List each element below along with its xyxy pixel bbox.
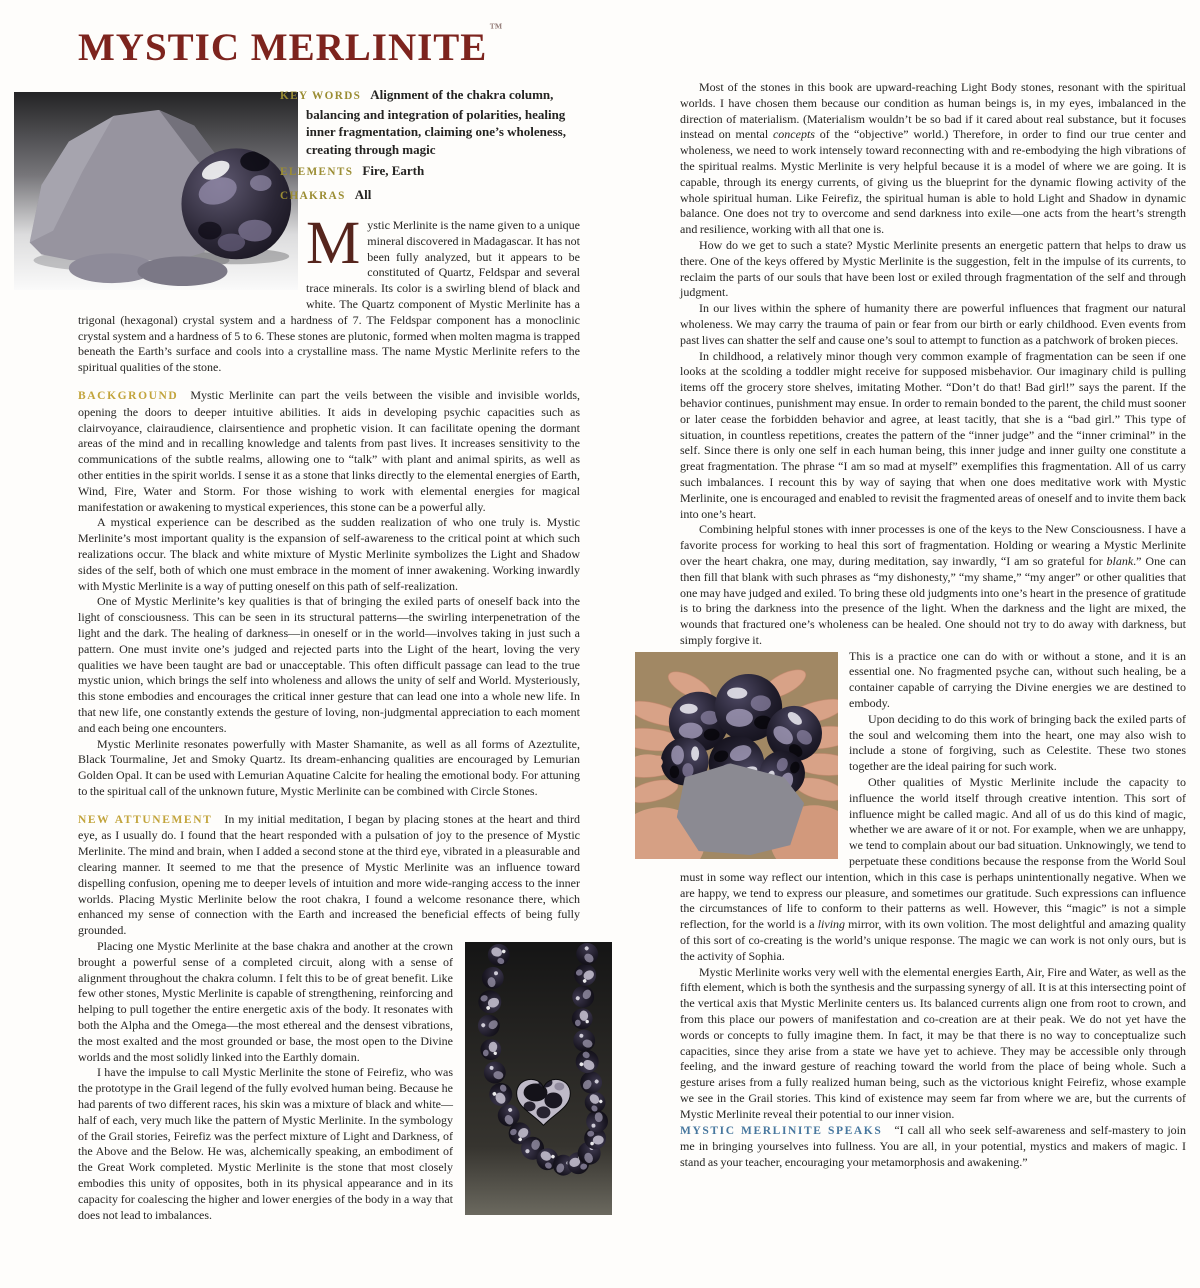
- left-column: [78, 84, 580, 1223]
- background-section-start: [78, 388, 580, 515]
- right-p7: Other qualities of Mystic Merlinite include the capacity to influence the world itself through creative intention. This sort of influence might be called magic. And all of us do this kind of magic, whether we are aware of it or not. For example, when we are unhappy, we tend to complain about our bad situation. Unknowingly, we tend to perpetuate these conditions because the response from the World Soul must in some way reflect our intention, which in this case is perhaps unintentionally negative. When we are happy, we tend to express our pleasure, and sometimes our gratitude. Such expressions can influence the circumstances of life to conform to their patterns as well. However, this “magic” is not a simple reflection, for the world is a living mirror, with its own volition. The most delightful and amazing quality of this sort of co-creating is the world’s unique response. The magic we can work is not only ours, but is the activity of Sophia.: [680, 775, 1186, 963]
- specimen-photo: [14, 92, 298, 290]
- trademark-symbol: ™: [489, 20, 503, 35]
- background-p3: One of Mystic Merlinite’s key qualities is that of bringing the exiled parts of oneself back into the light of consciousness. This can be seen in its structural patterns—the swirling interpenetration of the light and the dark. The healing of darkness—in oneself or in the world—involves taking in just such a pattern. One must invite one’s judged and rejected parts into the Light of the heart, loving the very qualities we have been taught are bad or unacceptable. This often difficult passage can lead to the true mystic union, which brings the self into wholeness and allows the unity of self and World. Mysteriously, this stone embodies and encourages the critical inner gesture that can lead one into a whole new life. In that new life, one constantly extends the gesture of loving, non-judgmental appreciation to each moment and each being one encounters.: [78, 594, 580, 735]
- right-column: [680, 80, 1186, 1171]
- right-p8: Mystic Merlinite works very well with the elemental energies Earth, Air, Fire and Water, as well as the fifth element, which is both the synthesis and the surpassing synergy of all. It is at this intersecting point of the vertical axis that Mystic Merlinite centers us. Its balanced currents align one from root to crown, and from this place our powers of manifestation and co-creation are at their peak. We do not yet have the words or concepts to fully imagine them. In fact, it may be that there is no way to conceptualize such capacities, since they arise from a state we have yet to achieve. They may be accessible only through feeling, and the inward gesture of reaching toward the world from the place of being whole. Such a gesture arises from a fully realized human being, such as the victorious knight Feirefiz, whose example we see in the Grail stories. This kind of existence may seem far from where we are, but the currents of Mystic Merlinite reveal their potential to our inner vision.: [680, 964, 1186, 1121]
- page-title: [78, 20, 502, 70]
- key-words-label: KEY WORDS: [280, 90, 362, 102]
- right-p5: Combining helpful stones with inner processes is one of the keys to the New Consciousness. I have a favorite process for working to heal this sort of fragmentation. Holding or wearing a Mystic Merlinite over the heart chakra, one may, during meditation, say inwardly, “I am so grateful for blank.” One can then fill that blank with such phrases as “my dishonesty,” “my shame,” “my anger” or other qualities that one may have judged and exiled. To bring these old judgments into one’s heart in the presence of gratitude is to bring the darkness into the presence of the light. When the darkness and the light are mixed, the wounds that fractured one’s wholeness can be healed. One should not try to do away with darkness, but simply forgive it.: [680, 522, 1186, 647]
- page-title-text: MYSTIC MERLINITE: [78, 26, 488, 69]
- right-p1: Most of the stones in this book are upward-reaching Light Body stones, resonant with the spiritual worlds. I have chosen them because our condition as human beings is, in my eyes, imbalanced in the direction of materialism. (Materialism wouldn’t be so bad if it cared about real substance, but it focuses instead on mental concepts of the “objective” world.) Therefore, in order to find our true center and wholeness, we need to work intensely toward reconnecting with and re-embodying the high vibrations of the spiritual realms. Mystic Merlinite is very helpful because it is a model of where we are going. It is capable, through its energy currents, of giving us the blueprint for the dynamic flowing activity of the whole spiritual human. Like Feirefiz, the spiritual human is able to hold Light and Shadow in dynamic balance. One does not try to overcome and send darkness into exile—one acts from the heart’s strength and resilience, working with all that one is.: [680, 80, 1187, 237]
- intro-text: ystic Merlinite is the name given to a unique mineral discovered in Madagascar. It has not been fully analyzed, but it appears to be constituted of Quartz, Feldspar and several trace minerals. Its color is a swirling blend of black and white. The Quartz component of Mystic Merlinite has a trigonal (hexagonal) crystal system and a hardness of 7. The Feldspar component has a monoclinic crystal system and a hardness of 5 to 6. These stones are plutonic, formed when molten magma is trapped beneath the Earth’s surface and cools into a crystalline mass. The name Mystic Merlinite refers to the spiritual qualities of the stone.: [78, 218, 580, 375]
- background-label: BACKGROUND: [78, 389, 179, 402]
- hands-photo: [635, 652, 838, 859]
- right-p4: In childhood, a relatively minor though very common example of fragmentation can be seen if one looks at the scolding a toddler might receive for supposed misbehavior. Our imaginary child is pulling items off the grocery store shelves, imitating Mother. “Don’t do that! Bad girl!” says the parent. If the behavior continues, punishment may ensue. In order to remain bonded to the parent, the child must sooner or later cease the forbidden behavior and agree, at least tacitly, that she is a “bad girl.” This type of situation, in countless repetitions, creates the pattern of the “inner judge” and the “inner criminal” in the self. Since there is only one self in each human being, this inner judge and inner guilty one constitute a great fragmentation. The phrase “I am so mad at myself” exemplifies this fragmentation. All of us carry such imbalances. I recount this by way of saying that when one does meditative work with Mystic Merlinite, one is encouraged and enabled to revisit the fragmented areas of oneself and to invite them back into one’s heart.: [680, 348, 1186, 521]
- background-p4: Mystic Merlinite resonates powerfully with Master Shamanite, as well as all forms of Azeztulite, Black Tourmaline, Jet and Smoky Quartz. Its dream-enhancing qualities are encouraged by Lemurian Golden Opal. It can be used with Lemurian Aquatine Calcite for healing the emotional body. For attuning to the spiritual call of the unknown future, Mystic Merlinite can be combined with Circle Stones.: [78, 736, 580, 798]
- new-attunement-label: NEW ATTUNEMENT: [78, 813, 213, 826]
- new-attunement-section-start: [78, 812, 580, 939]
- background-p1: Mystic Merlinite can part the veils between the visible and invisible worlds, opening the doors to deeper intuitive abilities. It aids in developing psychic capacities such as clairvoyance, clairaudience, clairsentience and prophetic vision. It can facilitate opening the dormant areas of the mind and in recalling knowledge and talents from past lives. It increases sensitivity to the communications of the subtle realms, allowing one to “talk” with plant and animal spirits, as well as other entities in the spirit worlds. I sense it as a stone that links directly to the elemental energies of Earth, Wind, Fire, Water and Storm. For those wishing to work with elemental energies for magical manifestation or awakening to mystical experiences, this stone can be a powerful ally.: [78, 387, 580, 514]
- speaks-paragraph: [680, 1123, 1186, 1171]
- new-attunement-p1: In my initial meditation, I began by placing stones at the heart and third eye, as I usually do. I found that the heart responded with a pulsation of joy to the presence of Mystic Merlinite. The mind and brain, when I added a second stone at the third eye, vibrated in a pleasurable and clearing manner. It seemed to me that the presence of Mystic Merlinite was an influence toward dispelling confusion, opening me to deeper levels of intuition and more wide-ranging access to the inner worlds. Placing Mystic Merlinite below the root chakra, I found a welcome resonance there, which enhanced my sense of connection with the Earth and increased the beneficial effects of being fully grounded.: [78, 811, 580, 938]
- speaks-text: “I call all who seek self-awareness and self-mastery to join me in bringing yourselves into fullness. You are all, in your potential, mystics and makers of magic. I stand as your teacher, encouraging your metamorphosis and awakening.”: [680, 1122, 1186, 1170]
- speaks-label: MYSTIC MERLINITE SPEAKS: [680, 1124, 883, 1137]
- drop-cap: M: [306, 210, 361, 277]
- chakras-label: CHAKRAS: [280, 189, 346, 202]
- new-attunement-p2: Placing one Mystic Merlinite at the base chakra and another at the crown brought a powerful sense of a completed circuit, along with a sense of alignment throughout the chakra column. I felt this to be of great benefit. Like few other stones, Mystic Merlinite is capable of strengthening, reinforcing and helping to pull together the entire energetic axis of the body. It resonates with both the Alpha and the Omega—the most ethereal and the densest vibrations, the most exalted and the most grounded or base, the most open to the Divine worlds and the most solidly linked into the Earthly domain.: [78, 939, 453, 1064]
- new-attunement-p3: I have the impulse to call Mystic Merlinite the stone of Feirefiz, who was the prototype in the Grail legend of the fully evolved human being. Because he had parents of two different races, his skin was a mixture of black and white—half of each, very much like the pattern of Mystic Merlinite. In the symbology of the Grail stories, Feirefiz was the perfect mixture of Light and Darkness, of the Above and the Below. He was, alchemically speaking, an embodiment of the Great Work completed. Mystic Merlinite is the stone that most closely embodies this unity of opposites, both in its physical appearance and in its capacity for coalescing the higher and lower energies of the body in a way that does not lead to imbalances.: [78, 1065, 453, 1222]
- chakras-value: All: [354, 186, 372, 202]
- elements-value: Fire, Earth: [362, 163, 425, 178]
- elements-label: ELEMENTS: [280, 166, 354, 178]
- right-p3: In our lives within the sphere of humanity there are powerful influences that fragment our natural wholeness. We may carry the trauma of pain or fear from our birth or early childhood. Even events from past lives can shatter the self and cause one’s soul to attempt to function as a patchwork of broken pieces.: [680, 301, 1186, 347]
- necklace-photo: [465, 942, 612, 1215]
- right-p5-continued: This is a practice one can do with or without a stone, and it is an essential one. No fragmented psyche can, without such healing, be a container capable of carrying the Divine energies we are destined to embody.: [849, 648, 1186, 711]
- key-words-value: Alignment of the chakra column, balancing and integration of polarities, healing inner fragmentation, claiming one’s wholeness, creating through magic: [306, 87, 566, 157]
- right-p6: Upon deciding to do this work of bringing back the exiled parts of the soul and welcoming them into the heart, one may also wish to include a stone of forgiving, such as Celestite. These two stones together are the ideal pairing for such work.: [849, 711, 1186, 774]
- background-p2: A mystical experience can be described as the sudden realization of who one truly is. Mystic Merlinite’s most important quality is the expansion of self-awareness to the critical point at which such realizations occur. The black and white mixture of Mystic Merlinite symbolizes the Light and Shadow sides of the self, both of which one must embrace in the moment of inner awakening. Working inwardly with Mystic Merlinite is a way of putting oneself on this path of self-realization.: [78, 515, 580, 593]
- right-p2: How do we get to such a state? Mystic Merlinite presents an energetic pattern that helps to draw us there. One of the keys offered by Mystic Merlinite is the suggestion, felt in the impulse of its currents, to reclaim the parts of our souls that have been lost or exiled through fragmentation of the self and through judgment.: [680, 237, 1186, 300]
